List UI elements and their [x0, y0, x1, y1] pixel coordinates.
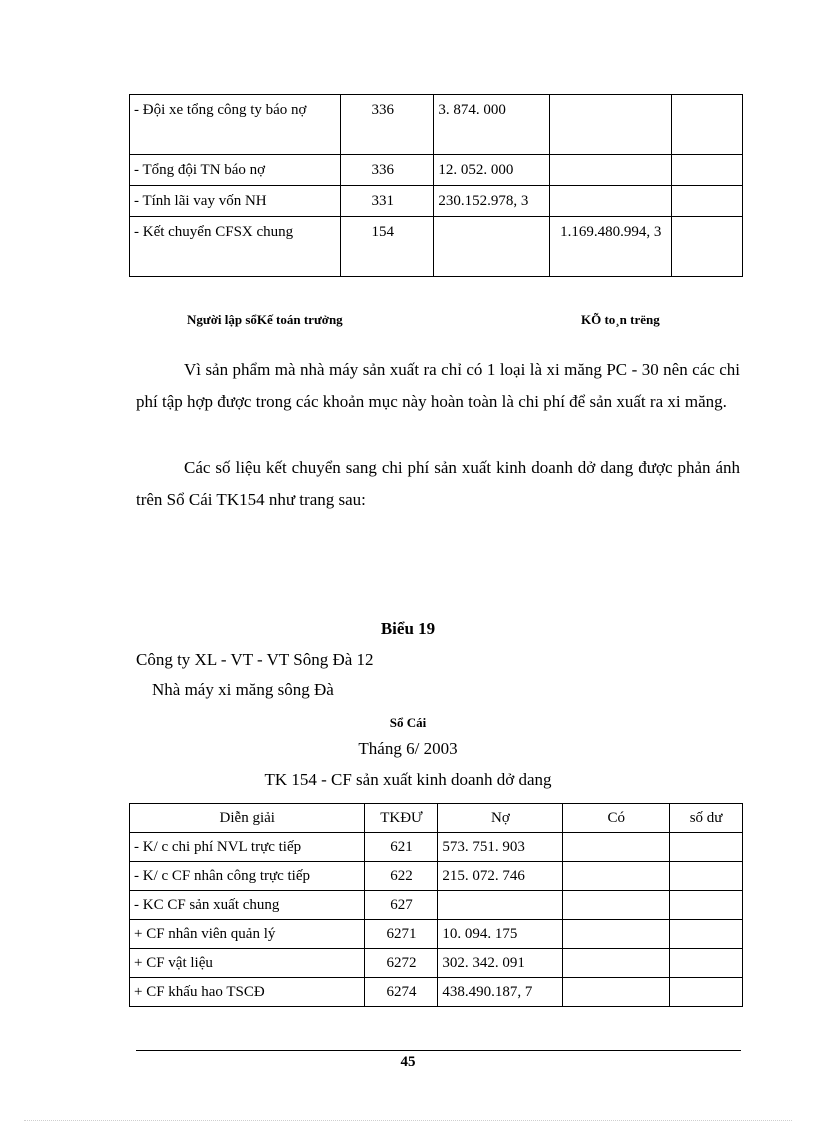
row-credit [563, 920, 670, 949]
table-row [130, 949, 743, 978]
row-account-code: 6274 [365, 978, 438, 1007]
row-debit: 438.490.187, 7 [438, 978, 563, 1007]
table-row [130, 217, 743, 277]
row-account-code: 621 [365, 833, 438, 862]
carryover-table [129, 94, 743, 277]
row-description: - Đội xe tổng công ty báo nợ [130, 95, 341, 155]
row-balance [670, 833, 743, 862]
header-credit: Có [563, 804, 670, 833]
row-account-code: 6271 [365, 920, 438, 949]
ledger-account: TK 154 - CF sản xuất kinh doanh dở dang [264, 770, 552, 789]
row-account-code: 331 [341, 186, 434, 217]
row-balance [670, 862, 743, 891]
header-description: Diễn giải [130, 804, 365, 833]
table-row [130, 891, 743, 920]
row-debit: 215. 072. 746 [438, 862, 563, 891]
paragraph-product-note [136, 354, 740, 418]
row-balance [670, 949, 743, 978]
row-debit: 3. 874. 000 [434, 95, 550, 155]
header-balance: số dư [670, 804, 743, 833]
signature-line [0, 312, 816, 332]
row-description: + CF khấu hao TSCĐ [130, 978, 365, 1007]
page-number: 45 [400, 1054, 416, 1070]
row-balance [672, 155, 743, 186]
paragraph-carryover-note [136, 452, 740, 516]
row-balance [670, 891, 743, 920]
row-credit [550, 155, 672, 186]
row-account-code: 622 [365, 862, 438, 891]
row-account-code: 154 [341, 217, 434, 277]
row-account-code: 6272 [365, 949, 438, 978]
ledger-table [129, 803, 743, 1007]
table-row [130, 862, 743, 891]
company-name: Công ty XL - VT - VT Sông Đà 12 [136, 650, 374, 669]
row-credit [563, 833, 670, 862]
row-account-code: 627 [365, 891, 438, 920]
row-debit: 10. 094. 175 [438, 920, 563, 949]
table-row [130, 186, 743, 217]
row-description: - Tổng đội TN báo nợ [130, 155, 341, 186]
row-description: - KC CF sản xuất chung [130, 891, 365, 920]
row-account-code: 336 [341, 155, 434, 186]
row-debit: 230.152.978, 3 [434, 186, 550, 217]
row-balance [672, 186, 743, 217]
table-row [130, 95, 743, 155]
row-credit: 1.169.480.994, 3 [550, 217, 672, 277]
footer-rule [136, 1050, 741, 1051]
row-description: - K/ c chi phí NVL trực tiếp [130, 833, 365, 862]
ledger-title: Sổ Cái [389, 715, 427, 730]
header-account-code: TKĐƯ [365, 804, 438, 833]
paragraph-text: Vì sản phẩm mà nhà máy sản xuất ra chỉ có 1 loại là xi măng PC - 30 nên các chi phí tập hợp được trong các khoản mục này hoàn toàn là chi phí để sản xuất ra xi măng. [136, 360, 740, 411]
row-debit: 302. 342. 091 [438, 949, 563, 978]
row-description: - K/ c CF nhân công trực tiếp [130, 862, 365, 891]
row-account-code: 336 [341, 95, 434, 155]
header-debit: Nợ [438, 804, 563, 833]
row-description: + CF vật liệu [130, 949, 365, 978]
row-balance [672, 217, 743, 277]
row-debit [434, 217, 550, 277]
row-credit [563, 978, 670, 1007]
row-description: - Tính lãi vay vốn NH [130, 186, 341, 217]
row-debit [438, 891, 563, 920]
table-row [130, 833, 743, 862]
row-debit: 573. 751. 903 [438, 833, 563, 862]
row-description: + CF nhân viên quản lý [130, 920, 365, 949]
row-balance [670, 978, 743, 1007]
table-row [130, 920, 743, 949]
row-balance [670, 920, 743, 949]
form-title: Biểu 19 [380, 619, 436, 638]
ledger-period: Tháng 6/ 2003 [358, 739, 458, 758]
paragraph-text: Các số liệu kết chuyển sang chi phí sản xuất kinh doanh dở dang được phản ánh trên Sổ Cái TK154 như trang sau: [136, 458, 740, 509]
page-bottom-border [24, 1120, 792, 1121]
factory-name: Nhà máy xi măng sông Đà [152, 680, 334, 699]
row-credit [563, 949, 670, 978]
row-debit: 12. 052. 000 [434, 155, 550, 186]
row-description: - Kết chuyển CFSX chung [130, 217, 341, 277]
row-credit [563, 891, 670, 920]
table-header-row [130, 804, 743, 833]
row-credit [563, 862, 670, 891]
row-balance [672, 95, 743, 155]
signature-chief-accountant: KÕ to¸n trëng [581, 312, 660, 327]
row-credit [550, 95, 672, 155]
table-row [130, 978, 743, 1007]
signature-preparer-chief-accountant: Người lập sổKế toán trưởng [187, 312, 343, 327]
row-credit [550, 186, 672, 217]
table-row [130, 155, 743, 186]
